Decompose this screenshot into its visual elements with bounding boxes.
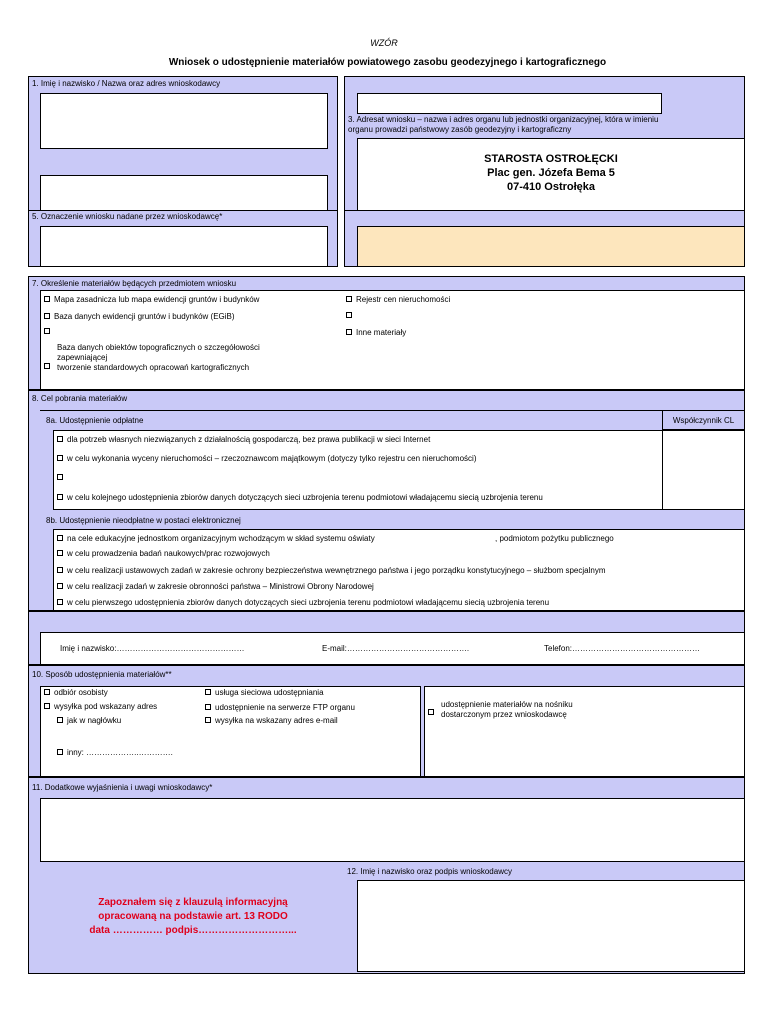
divider <box>344 210 745 211</box>
checkbox-icon[interactable] <box>57 599 63 605</box>
checkbox-icon[interactable] <box>57 436 63 442</box>
checkbox-icon[interactable] <box>44 703 50 709</box>
checkbox-icon[interactable] <box>57 749 63 755</box>
addressee-line-2: Plac gen. Józefa Bema 5 <box>487 167 615 179</box>
office-use-field <box>357 226 745 267</box>
coef-label: Współczynnik CL <box>672 416 735 425</box>
purpose-label: w celu prowadzenia badań naukowych/prac rozwojowych <box>67 549 270 558</box>
checkbox-icon[interactable] <box>205 704 211 710</box>
purpose-checkbox-defence[interactable] <box>57 582 374 592</box>
section-10-label: 10. Sposób udostępnienia materiałów** <box>32 670 172 679</box>
checkbox-icon[interactable] <box>428 709 434 715</box>
checkbox-icon[interactable] <box>57 567 63 573</box>
rodo-line-3: data …………… podpis………………………... <box>89 925 297 936</box>
rodo-clause <box>40 896 346 938</box>
section-7-body <box>40 290 745 390</box>
purpose-label: w celu pierwszego udostępnienia zbiorów danych dotyczących sieci uzbrojenia terenu podmiotowi władającemu siecią uzbrojenia terenu <box>67 598 550 607</box>
remarks-field[interactable] <box>40 798 745 862</box>
purpose-label: w celu realizacji zadań w zakresie obronności państwa – Ministrowi Obrony Narodowej <box>67 582 374 591</box>
section-8a-label: 8a. Udostępnienie odpłatne <box>46 416 144 425</box>
section-8-label: 8. Cel pobrania materiałów <box>32 394 128 403</box>
delivery-checkbox-other[interactable] <box>57 748 173 758</box>
media-line-1: udostępnienie materiałów na nośniku <box>441 700 573 709</box>
purpose-checkbox-valuation[interactable] <box>57 454 476 464</box>
applicant-name-field[interactable] <box>40 93 328 149</box>
purpose-checkbox-own[interactable] <box>57 435 430 445</box>
delivery-checkbox-header-address[interactable] <box>57 716 121 726</box>
delivery-checkbox-ftp[interactable] <box>205 703 355 713</box>
applicant-address-field[interactable] <box>40 175 328 211</box>
contact-name-field[interactable]: Imię i nazwisko:………………………………………… <box>60 644 245 653</box>
checkbox-icon[interactable] <box>346 312 352 318</box>
section-7-label: 7. Określenie materiałów będących przedmiotem wniosku <box>32 279 237 288</box>
checkbox-icon[interactable] <box>57 717 63 723</box>
checkbox-icon[interactable] <box>346 329 352 335</box>
form-title: Wniosek o udostępnienie materiałów powiatowego zasobu geodezyjnego i kartograficznego <box>168 57 607 68</box>
contact-email-field[interactable]: E-mail:………………………………………. <box>322 644 470 653</box>
wzor-label: WZÓR <box>370 38 398 48</box>
material-label: Mapa zasadnicza lub mapa ewidencji gruntów i budynków <box>54 295 260 304</box>
section-5-label: 5. Oznaczenie wniosku nadane przez wnioskodawcę* <box>32 212 223 221</box>
checkbox-icon[interactable] <box>205 717 211 723</box>
material-checkbox-inne[interactable] <box>346 328 406 338</box>
checkbox-icon[interactable] <box>44 296 50 302</box>
purpose-label: w celu realizacji ustawowych zadań w zakresie ochrony bezpieczeństwa wewnętrznego państwa i jego porządku konstytucyjnego – służbom specjalnym <box>67 566 606 575</box>
material-label-bdot <box>57 343 260 373</box>
checkbox-icon[interactable] <box>57 583 63 589</box>
material-label: Inne materiały <box>356 328 407 337</box>
section-11-label: 11. Dodatkowe wyjaśnienia i uwagi wnioskodawcy* <box>32 783 213 792</box>
contact-phone-field[interactable]: Telefon:………………………………………… <box>544 644 701 653</box>
section-10-left <box>40 686 421 777</box>
section-3-label-line1: 3. Adresat wniosku – nazwa i adres organu lub jednostki organizacyjnej, która w imieniu <box>348 115 659 124</box>
delivery-label: wysyłka pod wskazany adres <box>54 702 158 711</box>
delivery-checkbox-pickup[interactable] <box>44 688 108 698</box>
purpose-label: w celu kolejnego udostępnienia zbiorów danych dotyczących sieci uzbrojenia terenu podmiotowi władającemu siecią uzbrojenia terenu <box>67 493 543 502</box>
purpose-checkbox-security[interactable] <box>57 566 606 576</box>
material-checkbox-egib[interactable] <box>44 312 235 322</box>
coef-field[interactable] <box>662 430 745 510</box>
purpose-checkbox-empty[interactable] <box>57 473 67 483</box>
delivery-checkbox-media[interactable] <box>428 708 438 718</box>
material-checkbox-empty-right[interactable] <box>346 311 356 321</box>
addressee-line-1: STAROSTA OSTROŁĘCKI <box>484 153 618 165</box>
material-checkbox-bdot[interactable] <box>44 362 54 372</box>
divider <box>28 210 338 211</box>
bdot-line-3: tworzenie standardowych opracowań kartograficznych <box>57 363 250 372</box>
checkbox-icon[interactable] <box>57 550 63 556</box>
delivery-checkbox-network-service[interactable] <box>205 688 324 698</box>
purpose-checkbox-education[interactable] <box>57 534 375 544</box>
purpose-label: dla potrzeb własnych niezwiązanych z działalnością gospodarczą, bez prawa publikacji w sieci Internet <box>67 435 431 444</box>
addressee-text <box>357 152 745 194</box>
checkbox-icon[interactable] <box>57 455 63 461</box>
delivery-label: usługa sieciowa udostępniania <box>215 688 324 697</box>
section-12-label: 12. Imię i nazwisko oraz podpis wnioskodawcy <box>347 867 512 876</box>
purpose-label: w celu wykonania wyceny nieruchomości – rzeczoznawcom majątkowym (dotyczy tylko rejestru cen nieruchomości) <box>67 454 477 463</box>
checkbox-icon[interactable] <box>57 494 63 500</box>
signature-field[interactable] <box>357 880 745 972</box>
section-1-label: 1. Imię i nazwisko / Nazwa oraz adres wnioskodawcy <box>32 79 221 88</box>
purpose-label-public-benefit: , podmiotom pożytku publicznego <box>495 534 614 543</box>
addressee-line-3: 07-410 Ostrołęka <box>506 181 596 193</box>
material-label: Baza danych ewidencji gruntów i budynków (EGiB) <box>54 312 235 321</box>
bdot-line-2: zapewniającej <box>57 353 108 362</box>
divider <box>40 410 745 411</box>
checkbox-icon[interactable] <box>44 363 50 369</box>
rodo-line-2: opracowaną na podstawie art. 13 RODO <box>98 911 288 922</box>
media-line-2: dostarczonym przez wnioskodawcę <box>441 710 567 719</box>
section-3-label-line2: organu prowadzi państwowy zasób geodezyjny i kartograficzny <box>348 125 572 134</box>
rodo-line-1: Zapoznałem się z klauzulą informacyjną <box>98 897 288 908</box>
delivery-checkbox-email[interactable] <box>205 716 338 726</box>
delivery-label: wysyłka na wskazany adres e-mail <box>215 716 338 725</box>
checkbox-icon[interactable] <box>205 689 211 695</box>
material-checkbox-rcn[interactable] <box>346 295 450 305</box>
delivery-label-media <box>441 700 573 720</box>
delivery-label: udostępnienie na serwerze FTP organu <box>215 703 355 712</box>
delivery-label: odbiór osobisty <box>54 688 108 697</box>
application-id-field[interactable] <box>40 226 328 267</box>
checkbox-icon[interactable] <box>44 328 50 334</box>
section-8b-label: 8b. Udostępnienie nieodpłatne w postaci elektronicznej <box>46 516 241 525</box>
checkbox-icon[interactable] <box>346 296 352 302</box>
checkbox-icon[interactable] <box>44 689 50 695</box>
checkbox-icon[interactable] <box>57 474 63 480</box>
checkbox-icon[interactable] <box>44 313 50 319</box>
purpose-checkbox-network[interactable] <box>57 493 543 503</box>
purpose-label: na cele edukacyjne jednostkom organizacyjnym wchodzącym w skład systemu oświaty <box>67 534 375 543</box>
checkbox-icon[interactable] <box>57 535 63 541</box>
section-2-field[interactable] <box>357 93 662 114</box>
material-checkbox-empty[interactable] <box>44 327 54 337</box>
delivery-checkbox-post[interactable] <box>44 702 157 712</box>
purpose-checkbox-research[interactable] <box>57 549 270 559</box>
delivery-label: inny: ………………..…………. <box>67 748 173 757</box>
purpose-checkbox-first-network[interactable] <box>57 598 549 608</box>
delivery-label: jak w nagłówku <box>67 716 122 725</box>
material-label: Rejestr cen nieruchomości <box>356 295 451 304</box>
material-checkbox-mapa[interactable] <box>44 295 259 305</box>
bdot-line-1: Baza danych obiektów topograficznych o szczegółowości <box>57 343 260 352</box>
